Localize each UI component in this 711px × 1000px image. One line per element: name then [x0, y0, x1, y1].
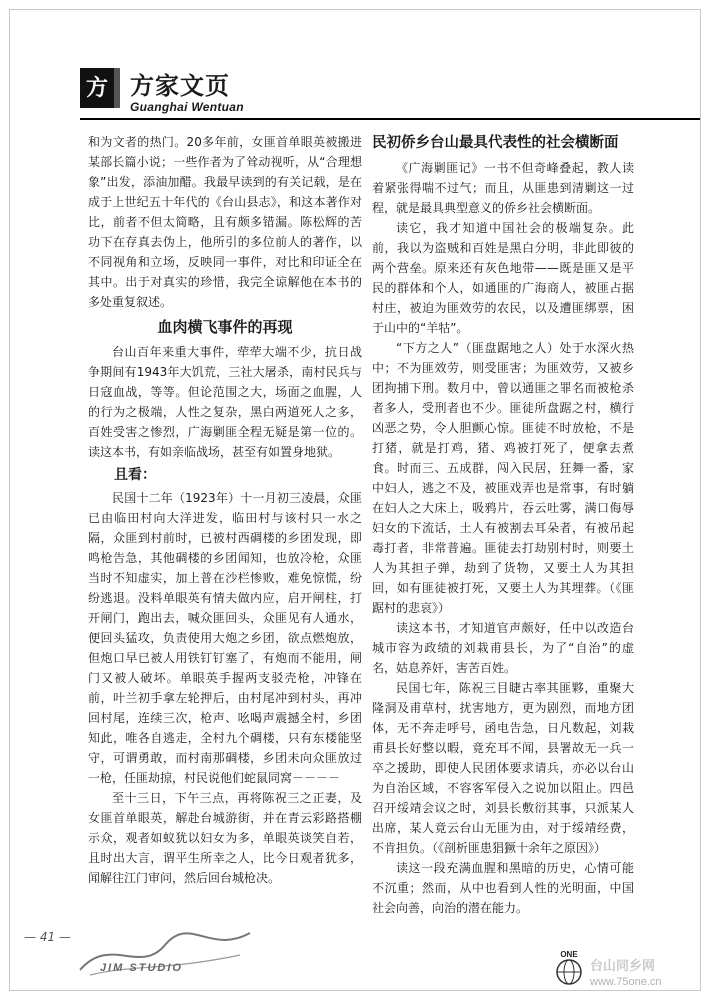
header-subtitle: Guanghai Wentuan — [130, 100, 244, 114]
paragraph: 民国七年，陈祝三目睫古率其匪夥，重聚大隆洞及甫草村，扰害地方，更为剧烈，而地方团体，无不奔走呼号，函电告急，日凡数起，刘栽甫县长好整以暇，竟充耳不闻，县署故无一兵一卒之援助，即使人民团体要求请兵，亦必以台山为自治区域，不容客军侵入之说加以阻止。四邑召开绥靖会议之时，刘县长敷衍其事，只派某人出席，某人竟云台山无匪为由，对于绥靖经费，不肯担负。（《剖析匪患猖獗十余年之原因》） — [372, 681, 634, 855]
left-column — [88, 132, 362, 888]
section-heading-left: 血肉横飞事件的再现 — [157, 318, 293, 336]
paragraph: 读这一段充满血腥和黑暗的历史，心情可能不沉重；然而，从中也看到人性的光明面，中国社会向善，向治的潜在能力。 — [372, 861, 634, 915]
subheading: 且看： — [114, 467, 156, 483]
intro-paragraph: 和为文者的热门。20多年前，女匪首单眼英被搬进某部长篇小说；一些作者为了耸动视听，从“合理想象”出发，添油加醋。我最早读到的有关记载，是在成于上世纪五十年代的《台山县志》，和这本著作对比，前者不但太简略，且有颇多错漏。陈松辉的苦功下在存真去伪上，他所引的多位前人的著作，以不同视角和立场，反映同一事件，对比和印证全在其中。出于对真实的珍惜，我完全谅解他在本书的多处重复叙述。 — [88, 135, 362, 309]
section-heading-right: 民初侨乡台山最具代表性的社会横断面 — [372, 135, 619, 151]
studio-label: JIM STUDIO — [100, 962, 183, 974]
paragraph: 读这本书，才知道官声颇好，任中以改造台城市容为政绩的刘栽甫县长，为了“自治”的虚名，姑息养奸，害苦百姓。 — [372, 621, 634, 675]
paragraph: 台山百年来重大事件，荦荦大端不少，抗日战争期间有1943年大饥荒，三社大屠杀，南村民兵与日寇血战，等等。但论范围之大，场面之血腥，人的行为之极端，人性之复杂，黑白两道死人之多，百姓受害之惨烈，广海剿匪全程无疑是第一位的。读这本书，有如亲临战场，甚至有如置身地狱。 — [88, 345, 362, 459]
page-number: — 41 — — [24, 930, 71, 944]
page-header — [80, 60, 340, 140]
globe-logo-icon — [554, 948, 584, 988]
paragraph: 读它，我才知道中国社会的极端复杂。此前，我以为盗贼和百姓是黑白分明，非此即彼的两个营垒。原来还有灰色地带——既是匪又是平民的群体和个人，如通匪的广海商人，被匪占据村庄，被迫为匪效劳的农民，以及遭匪绑票，困于山中的“羊牯”。 — [372, 221, 634, 335]
header-rule — [80, 118, 700, 120]
paragraph: 至十三日，下午三点，再将陈祝三之正妻，及女匪首单眼英，解赴台城游街，并在青云彩路搭棚示众，观者如蚁犹以妇女为多，单眼英谈笑自若，且时出大言，谓平生所幸之人，比今日观者犹多，闻解往江门审问，然后回台城枪决。 — [88, 791, 362, 885]
watermark-brand: ONE — [560, 950, 578, 959]
header-title: 方家文页 — [130, 72, 230, 100]
signature-logo-icon — [70, 925, 260, 985]
paragraph: 《广海剿匪记》一书不但奇峰叠起，教人读着紧张得喘不过气；而且，从匪患到清剿这一过程，就是最具典型意义的侨乡社会横断面。 — [372, 161, 634, 215]
watermark-url: www.75one.cn — [590, 976, 662, 988]
right-column — [372, 132, 634, 918]
paragraph: “下方之人”（匪盘踞地之人）处于水深火热中；不为匪效劳，则受匪害；为匪效劳，又被乡团拘捕下刑。数月中，曾以通匪之罪名而被枪杀者多人，受刑者也不少。匪徒所盘踞之村，横行凶恶之势，令人胆颤心惊。匪徒不时放枪，不是打猪，就是打鸡，猪、鸡被打死了，便拿去煮食。时而三、五成群，闯入民居，狂舞一番，家中妇人，逃之不及，被匪戏弄也是常事，有时躺在妇人之大床上，吸鸦片，吞云吐雾，满口侮辱妇女的下流话，土人有被割去耳朵者，有被吊起毒打者，非常普遍。匪徒去打劫别村时，则要土人为其担子弹，劫到了货物，又要土人为其担回，如有匪徒被打死，又要土人为其埋葬。（《匪踞村的悲哀》） — [372, 341, 634, 615]
logo-icon: 方 — [80, 68, 114, 108]
watermark-text: 台山同乡网 — [590, 959, 656, 974]
paragraph: 民国十二年（1923年）十一月初三凌晨，众匪已由临田村向大洋进发，临田村与该村只一水之隔，众匪到村前时，已被村西碉楼的乡团发现，即鸣枪告急，其他碉楼的乡团闻知，也放冷枪，众匪当时不知虚实，加上普在沙栏惨败，难免惊慌，纷纷逃退。没料单眼英有情夫做内应，启开闸柱，打开闸门，跑出去，喊众匪回头，众匪见有人通水，便回头猛攻，负责使用大炮之乡团，欲点燃炮放，但炮口早已被人用铁钉钉塞了，有炮而不能用，闸门又被人破坏。单眼英手握两支驳壳枪，冲锋在前，叶兰初手拿左轮押后，由村尾冲到村头，再冲回村尾，连续三次，枪声、吆喝声震撼全村，乡团知此，唯各自逃走，全村九个碉楼，只有东楼能坚守，可谓勇敢，而村南那碉楼，乡团未向众匪放过一枪，任匪劫掠，村民说他们蛇鼠同窝－－－－ — [88, 491, 362, 785]
